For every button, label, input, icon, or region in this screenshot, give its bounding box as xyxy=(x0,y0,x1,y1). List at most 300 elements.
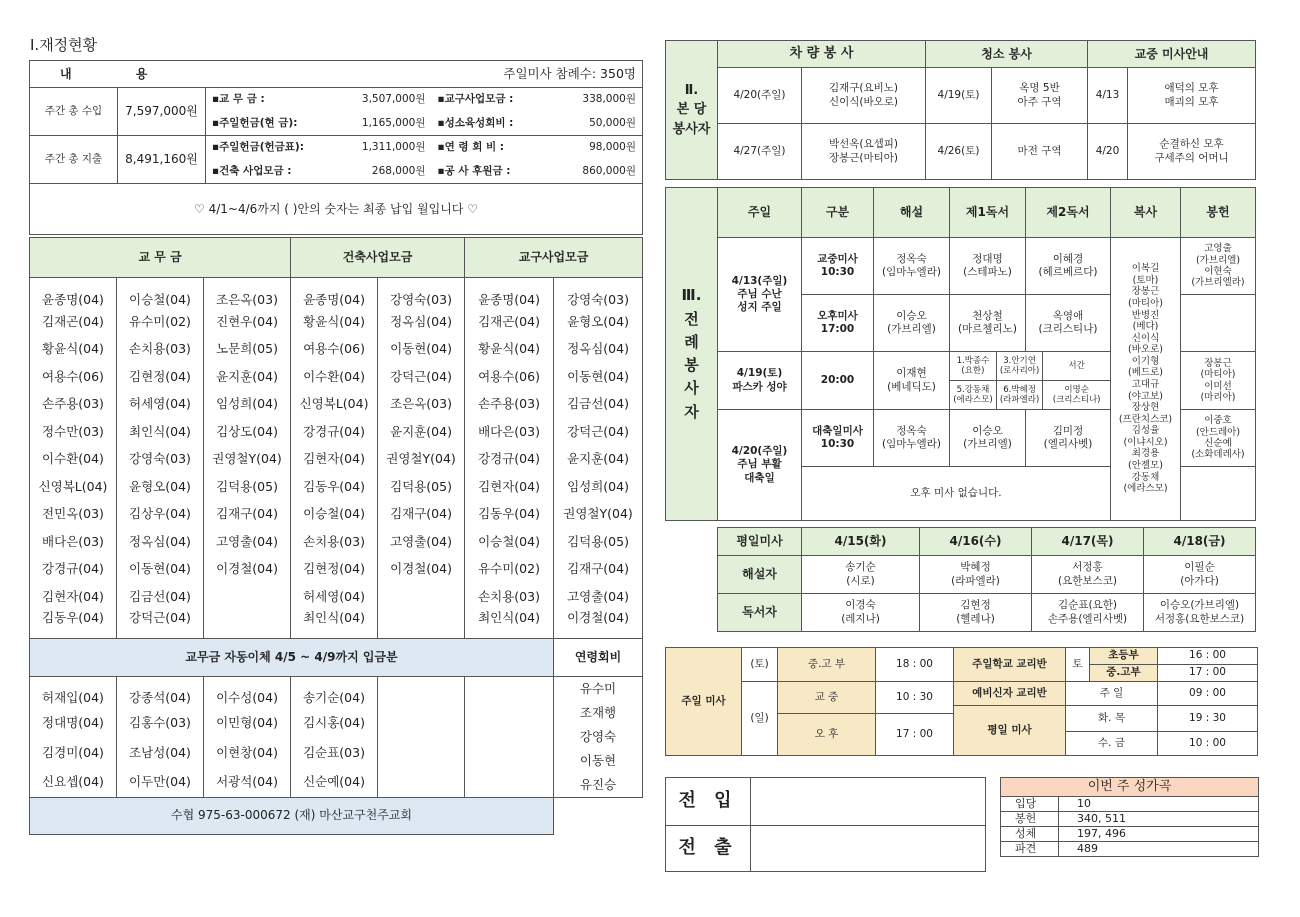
mid-high-time: 18 : 00 xyxy=(876,648,954,682)
donor-name: 최인식(04) xyxy=(465,610,554,638)
mass-type-name: 대축일미사 xyxy=(812,424,863,437)
item-label: ▪주일헌금(현 금): xyxy=(206,112,326,136)
donor-name: 이수환(04) xyxy=(30,445,117,473)
weekday-commentator xyxy=(1032,556,1144,594)
weekday-commentator xyxy=(920,556,1032,594)
donor-name: 김현정(04) xyxy=(291,555,378,583)
person: 정대명 xyxy=(972,252,1003,265)
offertory1 xyxy=(1181,238,1256,295)
day-line: 성지 주일 xyxy=(737,301,782,314)
donor-name: 임성희(04) xyxy=(204,390,291,418)
altar-server: 최경용 xyxy=(1131,448,1160,460)
hymn-row xyxy=(1001,842,1259,857)
altar-server: 김성율 xyxy=(1131,425,1160,437)
donor-name: 허세영(04) xyxy=(117,390,204,418)
empty-cell xyxy=(378,708,465,738)
donor-name: 이동현(04) xyxy=(117,555,204,583)
donor-row xyxy=(30,363,643,391)
person: 6.박혜정 xyxy=(1003,384,1036,395)
auto-transfer-name: 이현창(04) xyxy=(204,738,291,768)
auto-transfer-label: 교무금 자동이체 4/5 ~ 4/9까지 입금분 xyxy=(30,638,554,676)
auto-transfer-name: 김순표(03) xyxy=(291,738,378,768)
sunday-mass-label: 주일 미사 xyxy=(666,648,742,756)
vigil-reader xyxy=(996,381,1042,410)
mass-time: 17:00 xyxy=(820,323,855,335)
weekday-mass-table xyxy=(717,527,1256,632)
donor-name: 김상도(04) xyxy=(204,418,291,446)
label-line: 례 xyxy=(684,332,699,351)
mass-group: 매괴의 모후 xyxy=(1164,95,1219,108)
reader1 xyxy=(950,238,1026,295)
hymn-label: 입당 xyxy=(1001,797,1059,812)
clean-date: 4/26(토) xyxy=(926,124,992,180)
donor-name: 황윤식(04) xyxy=(30,335,117,363)
baptismal-name: (베다) xyxy=(1132,321,1159,333)
altar-servers xyxy=(1111,238,1181,521)
donor-name: 권영철Y(04) xyxy=(204,445,291,473)
donor-name: 김동우(04) xyxy=(291,473,378,501)
commentator xyxy=(874,410,950,467)
donor-name: 고영출(04) xyxy=(378,528,465,556)
baptismal-name: (스테파노) xyxy=(963,266,1012,278)
move-out-value xyxy=(751,826,986,872)
person: 이미선 xyxy=(1204,380,1232,392)
donor-name: 김동우(04) xyxy=(465,500,554,528)
baptismal-name: (가브리엘) xyxy=(1195,254,1241,266)
hymn-value: 340, 511 xyxy=(1059,812,1259,827)
donor-name: 김재곤(04) xyxy=(30,308,117,336)
offertory2 xyxy=(1181,352,1256,410)
col-diocese: 교구사업모금 xyxy=(465,238,643,278)
donor-name: 여용수(06) xyxy=(465,363,554,391)
donor-row xyxy=(30,278,643,308)
baptismal-name: 손주용(엘리사벳) xyxy=(1047,612,1128,625)
mass-groups xyxy=(1128,124,1256,180)
empty-cell xyxy=(378,738,465,768)
parish-service-table xyxy=(665,40,1256,180)
header-cell: 구분 xyxy=(802,188,874,238)
donor-name: 강영숙(03) xyxy=(378,278,465,308)
item-label: ▪건축 사업모금 : xyxy=(206,160,326,184)
clean-group: 마전 구역 xyxy=(992,124,1088,180)
tue-thu-time: 19 : 30 xyxy=(1158,706,1258,732)
auto-transfer-name: 이두만(04) xyxy=(117,767,204,797)
person: 이승오(가브리엘) xyxy=(1159,599,1240,612)
donor-row xyxy=(30,445,643,473)
day3-label xyxy=(718,410,802,521)
donor-name: 윤지훈(04) xyxy=(204,363,291,391)
person: 김순표(요한) xyxy=(1058,599,1117,612)
auto-transfer-name: 김경미(04) xyxy=(30,738,117,768)
baptismal-name: (마티아) xyxy=(1200,369,1236,381)
baptismal-name: (라파엘라) xyxy=(999,395,1040,405)
item-label: ▪주일헌금(헌금표): xyxy=(206,136,326,160)
auto-transfer-name: 서광석(04) xyxy=(204,767,291,797)
altar-server: 장상현 xyxy=(1131,402,1160,414)
baptismal-name: (크리스티나) xyxy=(1038,323,1098,335)
donor-name: 배다은(03) xyxy=(30,528,117,556)
baptismal-name: 서정홍(요한보스코) xyxy=(1154,612,1245,625)
finance-section-title: Ⅰ.재정현황 xyxy=(30,36,98,54)
mass-date: 4/13 xyxy=(1088,68,1128,124)
baptismal-name: (라파엘라) xyxy=(951,574,1000,587)
donor-name xyxy=(204,583,291,611)
donor-name: 강경규(04) xyxy=(291,418,378,446)
donor-name: 강영숙(03) xyxy=(554,278,643,308)
donor-name: 고영출(04) xyxy=(204,528,291,556)
mass-guide-header: 교중 미사안내 xyxy=(1088,41,1256,68)
commentator xyxy=(874,295,950,352)
mass-type-name: 오후미사 xyxy=(817,309,858,322)
donor-table xyxy=(29,237,643,835)
day1-label xyxy=(718,238,802,352)
donor-name: 김재곤(04) xyxy=(465,308,554,336)
donor-name: 이승철(04) xyxy=(117,278,204,308)
notice: ♡ 4/1~4/6까지 ( )안의 숫자는 최종 납입 월입니다 ♡ xyxy=(30,184,643,235)
label-line: Ⅲ. xyxy=(681,286,702,305)
baptismal-name: (크리스티나) xyxy=(1052,395,1101,405)
donor-name: 정옥심(04) xyxy=(117,528,204,556)
person: 김현정 xyxy=(960,599,991,612)
weekday-reader xyxy=(802,594,920,632)
auto-transfer-row xyxy=(30,767,643,797)
day-line: 주님 부활 xyxy=(737,458,782,471)
mid-high2-time: 17 : 00 xyxy=(1158,665,1258,682)
donor-name: 이경철(04) xyxy=(554,610,643,638)
baptismal-name: (마르첼리노) xyxy=(958,323,1017,335)
donor-name: 노문희(05) xyxy=(204,335,291,363)
vigil-reader-grid xyxy=(950,352,1110,409)
donor-name: 전민옥(03) xyxy=(30,500,117,528)
mid-high-label: 중.고 부 xyxy=(778,648,876,682)
hymn-row xyxy=(1001,812,1259,827)
donor-name: 이승철(04) xyxy=(291,500,378,528)
donor-name: 윤형오(04) xyxy=(554,308,643,336)
donor-name: 강덕근(04) xyxy=(378,363,465,391)
altar-server: 이기형 xyxy=(1131,355,1160,367)
item-value: 268,000원 xyxy=(326,160,432,184)
vehicle-header: 차 량 봉 사 xyxy=(718,41,926,68)
baptismal-name: (마리아) xyxy=(1200,391,1236,403)
weekday-label: 평일미사 xyxy=(718,528,802,556)
cleaning-header: 청소 봉사 xyxy=(926,41,1088,68)
hymn-label: 파견 xyxy=(1001,842,1059,857)
service-section-label xyxy=(666,41,718,180)
item-value: 1,311,000원 xyxy=(326,136,432,160)
baptismal-name: (요한) xyxy=(961,366,985,376)
move-in-label: 전 입 xyxy=(666,778,751,826)
donor-name: 진현우(04) xyxy=(204,308,291,336)
altar-server: 고대규 xyxy=(1131,379,1160,390)
donor-name: 김상우(04) xyxy=(117,500,204,528)
sat-label: (토) xyxy=(742,648,778,682)
auto-transfer-name: 이수성(04) xyxy=(204,676,291,708)
volunteer: 신이식(바오로) xyxy=(828,95,899,108)
mass-type xyxy=(802,410,874,467)
altar-server: 이복길 xyxy=(1131,263,1160,275)
empty-cell xyxy=(465,767,554,797)
donor-name: 이승철(04) xyxy=(465,528,554,556)
clean-groups xyxy=(992,68,1088,124)
donor-name: 고영출(04) xyxy=(554,583,643,611)
auto-transfer-name: 이민형(04) xyxy=(204,708,291,738)
weekday-reader xyxy=(1144,594,1256,632)
donor-name: 김금선(04) xyxy=(117,583,204,611)
empty-cell xyxy=(465,676,554,708)
donor-name: 여용수(06) xyxy=(291,335,378,363)
donor-name xyxy=(204,610,291,638)
vehicle-volunteers xyxy=(802,68,926,124)
person: 이필순 xyxy=(1184,561,1215,574)
service-date: 4/27(주일) xyxy=(718,124,802,180)
baptismal-name: (프란치스코) xyxy=(1118,413,1173,425)
altar-server: 반병진 xyxy=(1131,309,1160,321)
expense-label: 주간 총 지출 xyxy=(30,136,118,184)
elementary-label: 초등부 xyxy=(1090,648,1158,665)
weekday-date: 4/15(화) xyxy=(802,528,920,556)
auto-transfer-name: 정대명(04) xyxy=(30,708,117,738)
item-label: ▪연 령 회 비 : xyxy=(432,136,535,160)
donor-name: 윤형오(04) xyxy=(117,473,204,501)
auto-transfer-name: 조남성(04) xyxy=(117,738,204,768)
hymn-row xyxy=(1001,827,1259,842)
donor-name: 신영복L(04) xyxy=(30,473,117,501)
volunteer: 김재구(요비노) xyxy=(828,82,899,95)
vigil-reader xyxy=(950,381,996,410)
item-value: 860,000원 xyxy=(535,160,643,184)
yeonryeong-names xyxy=(554,676,643,797)
reader-label: 독서자 xyxy=(718,594,802,632)
header-content-label: 내 용 xyxy=(30,61,206,88)
baptismal-name: (안젤모) xyxy=(1128,460,1163,472)
person: 서정홍 xyxy=(1072,561,1103,574)
donor-row xyxy=(30,500,643,528)
person: 3.안기연 xyxy=(1003,355,1036,366)
item-value: 98,000원 xyxy=(535,136,643,160)
reader1 xyxy=(950,295,1026,352)
donor-row xyxy=(30,610,643,638)
header-cell: 주일 xyxy=(718,188,802,238)
auto-transfer-name: 강종석(04) xyxy=(117,676,204,708)
move-out-label: 전 출 xyxy=(666,826,751,872)
donor-row xyxy=(30,473,643,501)
baptismal-name: (임마누엘라) xyxy=(882,438,941,450)
baptismal-name: (야고보) xyxy=(1128,390,1163,402)
auto-transfer-row xyxy=(30,676,643,708)
donor-name: 권영철Y(04) xyxy=(378,445,465,473)
weekday-date: 4/16(수) xyxy=(920,528,1032,556)
baptismal-name: (베네딕도) xyxy=(887,380,936,393)
mass-groups xyxy=(1128,68,1256,124)
gyojung-time: 10 : 30 xyxy=(876,682,954,714)
item-value: 50,000원 xyxy=(535,112,643,136)
person: 이승오 xyxy=(972,424,1003,437)
donor-name: 김재구(04) xyxy=(378,500,465,528)
finance-summary-table xyxy=(29,60,643,235)
donor-name: 김금선(04) xyxy=(554,390,643,418)
donor-name: 정수만(03) xyxy=(30,418,117,446)
donor-name: 유수미(02) xyxy=(117,308,204,336)
person: 천상철 xyxy=(972,309,1003,322)
donor-name: 김현자(04) xyxy=(465,473,554,501)
gyojung-label: 교 중 xyxy=(778,682,876,714)
yeonryeong-label: 연령회비 xyxy=(554,638,643,676)
col-gyomugeum: 교 무 금 xyxy=(30,238,291,278)
baptismal-name: (가브리엘) xyxy=(963,438,1012,450)
auto-transfer-row xyxy=(30,738,643,768)
person: 이승오 xyxy=(896,309,927,322)
weekday-date: 4/18(금) xyxy=(1144,528,1256,556)
donor-name: 강경규(04) xyxy=(465,445,554,473)
donor-name: 김덕용(05) xyxy=(378,473,465,501)
reader2 xyxy=(1026,238,1111,295)
day-line: 주님 수난 xyxy=(737,287,782,300)
donor-name: 손치용(03) xyxy=(291,528,378,556)
donor-name: 김동우(04) xyxy=(30,610,117,638)
baptismal-name: (마티아) xyxy=(1128,297,1163,309)
donor-name: 조은옥(03) xyxy=(378,390,465,418)
item-label: ▪공 사 후원금 : xyxy=(432,160,535,184)
auto-transfer-name: 허재입(04) xyxy=(30,676,117,708)
hymn-label: 성체 xyxy=(1001,827,1059,842)
donor-name: 조은옥(03) xyxy=(204,278,291,308)
donor-name: 최인식(04) xyxy=(291,610,378,638)
person: 정옥숙 xyxy=(896,252,927,265)
altar-server: 강동채 xyxy=(1131,471,1160,483)
move-in-value xyxy=(751,778,986,826)
vehicle-volunteers xyxy=(802,124,926,180)
header-cell: 해설 xyxy=(874,188,950,238)
auto-transfer-name: 송기순(04) xyxy=(291,676,378,708)
baptismal-name: (베드로) xyxy=(1128,367,1163,379)
person: 옥영애 xyxy=(1052,309,1084,322)
mass-group: 순결하신 모후 xyxy=(1159,138,1224,151)
donor-name: 최인식(04) xyxy=(117,418,204,446)
person: 고영출 xyxy=(1204,243,1232,255)
header-cell: 봉헌 xyxy=(1181,188,1256,238)
baptismal-name: (시로) xyxy=(846,574,875,587)
auto-transfer-row xyxy=(30,708,643,738)
donor-name: 이수환(04) xyxy=(291,363,378,391)
person: 송기순 xyxy=(845,561,876,574)
empty-cell xyxy=(378,767,465,797)
donor-name: 이동현(04) xyxy=(378,335,465,363)
mass-type-name: 교중미사 xyxy=(817,252,858,265)
label-line: 봉사자 xyxy=(672,121,711,137)
item-value: 3,507,000원 xyxy=(326,88,432,112)
person: 박혜정 xyxy=(960,561,991,574)
label-line: 전 xyxy=(684,309,699,328)
empty-cell xyxy=(378,676,465,708)
header-cell: 복사 xyxy=(1111,188,1181,238)
donor-name: 유수미(02) xyxy=(465,555,554,583)
person: 이명순 xyxy=(1064,384,1089,395)
person: 장봉근 xyxy=(1204,357,1232,369)
no-afternoon-note: 오후 미사 없습니다. xyxy=(802,467,1111,521)
donor-row xyxy=(30,528,643,556)
donor-row xyxy=(30,335,643,363)
auto-transfer-name: 신순예(04) xyxy=(291,767,378,797)
donor-row xyxy=(30,583,643,611)
liturgy-section-label xyxy=(666,188,718,521)
person: 이중호 xyxy=(1204,415,1232,427)
baptismal-name: (소화데레사) xyxy=(1191,449,1245,461)
mid-high2-label: 중.고부 xyxy=(1090,665,1158,682)
baptismal-name: (헤르베르다) xyxy=(1038,266,1098,278)
baptismal-name: (이냐시오) xyxy=(1123,436,1168,448)
moves-table xyxy=(665,777,986,872)
schedule-table xyxy=(665,647,1258,756)
mass-time: 10:30 xyxy=(820,266,855,278)
donor-row xyxy=(30,308,643,336)
donor-name: 배다은(03) xyxy=(465,418,554,446)
day-line: 대축일 xyxy=(744,471,775,484)
clean-group: 아주 구역 xyxy=(1017,95,1062,108)
donor-name: 윤종명(04) xyxy=(291,278,378,308)
donor-name: 이동현(04) xyxy=(554,363,643,391)
hymn-value: 10 xyxy=(1059,797,1259,812)
weekday-reader xyxy=(920,594,1032,632)
donor-name: 강덕근(04) xyxy=(554,418,643,446)
offertory-empty xyxy=(1181,295,1256,352)
person: 김미정 xyxy=(1052,424,1084,437)
col-building: 건축사업모금 xyxy=(291,238,465,278)
donor-name: 윤지훈(04) xyxy=(378,418,465,446)
baptismal-name: (엘리사벳) xyxy=(1043,438,1093,450)
wed-fri-time: 10 : 00 xyxy=(1158,732,1258,756)
donor-name: 이경철(04) xyxy=(204,555,291,583)
yeonryeong-name: 유진승 xyxy=(579,776,617,792)
person: 신순예 xyxy=(1204,438,1232,449)
commentator xyxy=(874,352,950,410)
bank-account: 수협 975-63-000672 (재) 마산교구천주교회 xyxy=(30,797,554,834)
person: 이현숙 xyxy=(1204,266,1232,277)
hymn-label: 봉헌 xyxy=(1001,812,1059,827)
mass-time: 20:00 xyxy=(802,352,874,410)
donor-name: 윤지훈(04) xyxy=(554,445,643,473)
income-value: 7,597,000원 xyxy=(118,88,206,136)
clean-group: 옥명 5반 xyxy=(1019,82,1060,95)
item-value: 1,165,000원 xyxy=(361,116,426,129)
baptismal-name: (에라스모) xyxy=(1123,483,1168,495)
catechumen-time: 09 : 00 xyxy=(1158,682,1258,706)
donor-name: 손주용(03) xyxy=(465,390,554,418)
epistle-label: 서간 xyxy=(1043,352,1110,381)
mass-time: 10:30 xyxy=(820,438,855,450)
item-label: ▪교구사업모금 : xyxy=(432,88,535,112)
donor-name: 윤종명(04) xyxy=(30,278,117,308)
donor-name: 김현정(04) xyxy=(117,363,204,391)
weekday-reader xyxy=(1032,594,1144,632)
mass-type xyxy=(802,295,874,352)
baptismal-name: (레지나) xyxy=(841,612,880,625)
item-label: ▪성소육성회비 : xyxy=(437,116,514,129)
hymn-row xyxy=(1001,797,1259,812)
day-line: 4/19(토) xyxy=(736,367,783,380)
baptismal-name: (로사리아) xyxy=(999,366,1040,376)
donor-name: 강영숙(03) xyxy=(117,445,204,473)
person: 이재현 xyxy=(896,367,927,380)
weekday-mass-label: 평일 미사 xyxy=(954,706,1066,756)
sun-label: (일) xyxy=(742,682,778,756)
donor-row xyxy=(30,555,643,583)
donor-name: 황윤식(04) xyxy=(465,335,554,363)
baptismal-name: (아가다) xyxy=(1180,574,1219,587)
baptismal-name: (에라스모) xyxy=(953,395,993,405)
vigil-reader xyxy=(1043,381,1110,410)
altar-server: 신이식 xyxy=(1131,332,1160,344)
mass-group: 애덕의 모후 xyxy=(1164,82,1219,95)
